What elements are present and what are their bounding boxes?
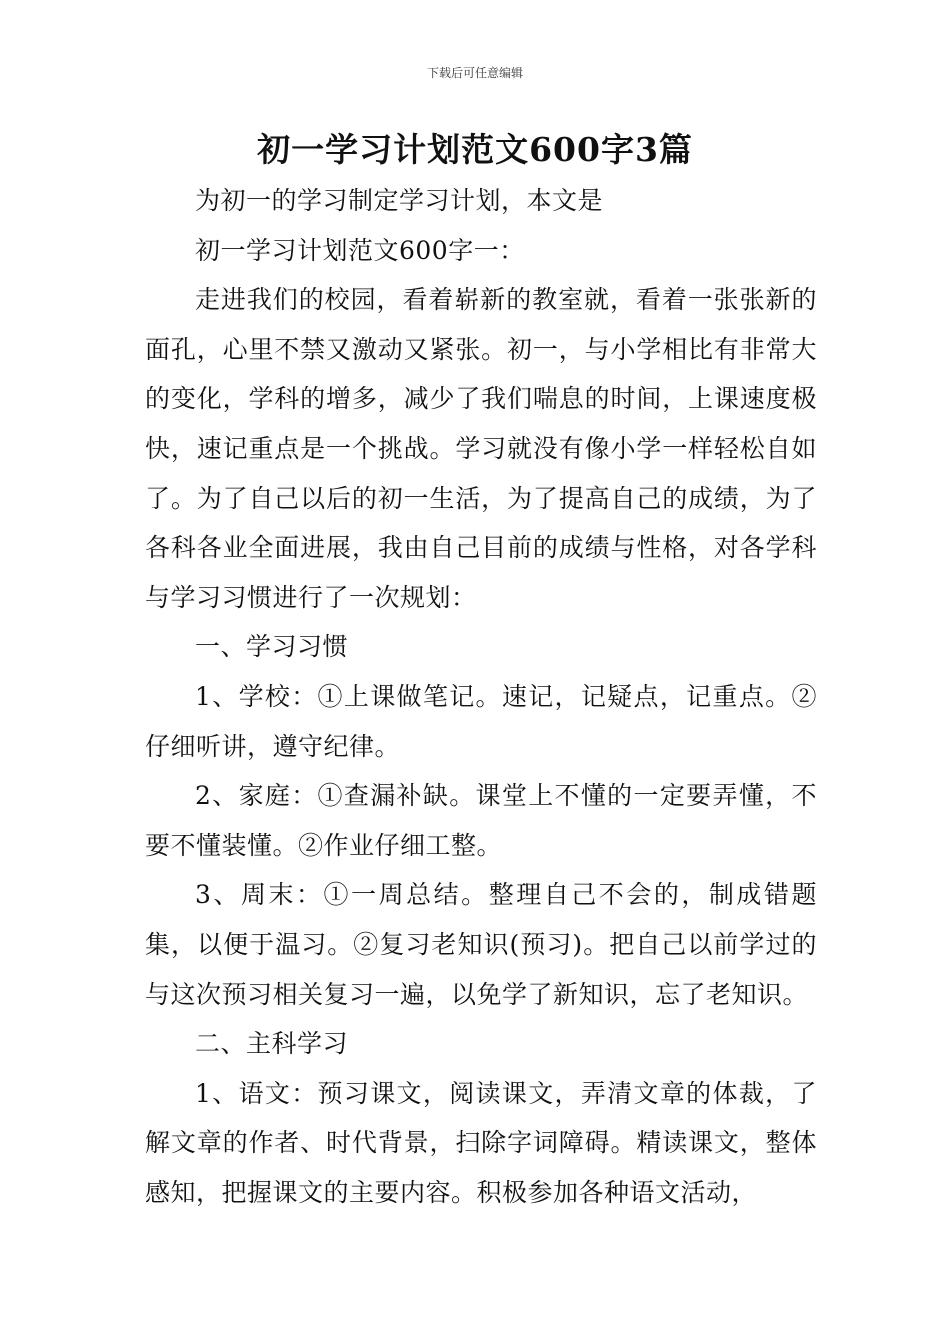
document-title: 初一学习计划范文600字3篇 (257, 130, 693, 169)
paragraph-weekend: 3、周末：①一周总结。整理自己不会的，制成错题集，以便于温习。②复习老知识(预习)。把自己以前学过的与这次预习相关复习一遍，以免学了新知识，忘了老知识。 (145, 880, 817, 1009)
paragraph-chinese: 1、语文：预习课文，阅读课文，弄清文章的体裁，了解文章的作者、时代背景，扫除字词障碍。精读课文，整体感知，把握课文的主要内容。积极参加各种语文活动， (145, 1078, 817, 1207)
paragraph-heading-main-subjects: 二、主科学习 (195, 1029, 349, 1059)
page-header-note: 下载后可任意编辑 (426, 66, 523, 80)
paragraph-section-heading-one: 初一学习计划范文600字一： (195, 235, 525, 265)
paragraph-home: 2、家庭：①查漏补缺。课堂上不懂的一定要弄懂，不要不懂装懂。②作业仔细工整。 (145, 781, 817, 860)
paragraph-body: 走进我们的校园，看着崭新的教室就，看着一张张新的面孔，心里不禁又激动又紧张。初一，与小学相比有非常大的变化，学科的增多，减少了我们喘息的时间，上课速度极快，速记重点是一个挑战。学习就没有像小学一样轻松自如了。为了自己以后的初一生活，为了提高自己的成绩，为了各科各业全面进展，我由自己目前的成绩与性格，对各学科与学习习惯进行了一次规划： (145, 285, 817, 612)
paragraph-school: 1、学校：①上课做笔记。速记，记疑点，记重点。②仔细听讲，遵守纪律。 (145, 681, 817, 761)
paragraph-heading-study-habits: 一、学习习惯 (195, 632, 349, 662)
paragraph-intro: 为初一的学习制定学习计划，本文是 (195, 186, 604, 215)
document-body (145, 176, 817, 1217)
